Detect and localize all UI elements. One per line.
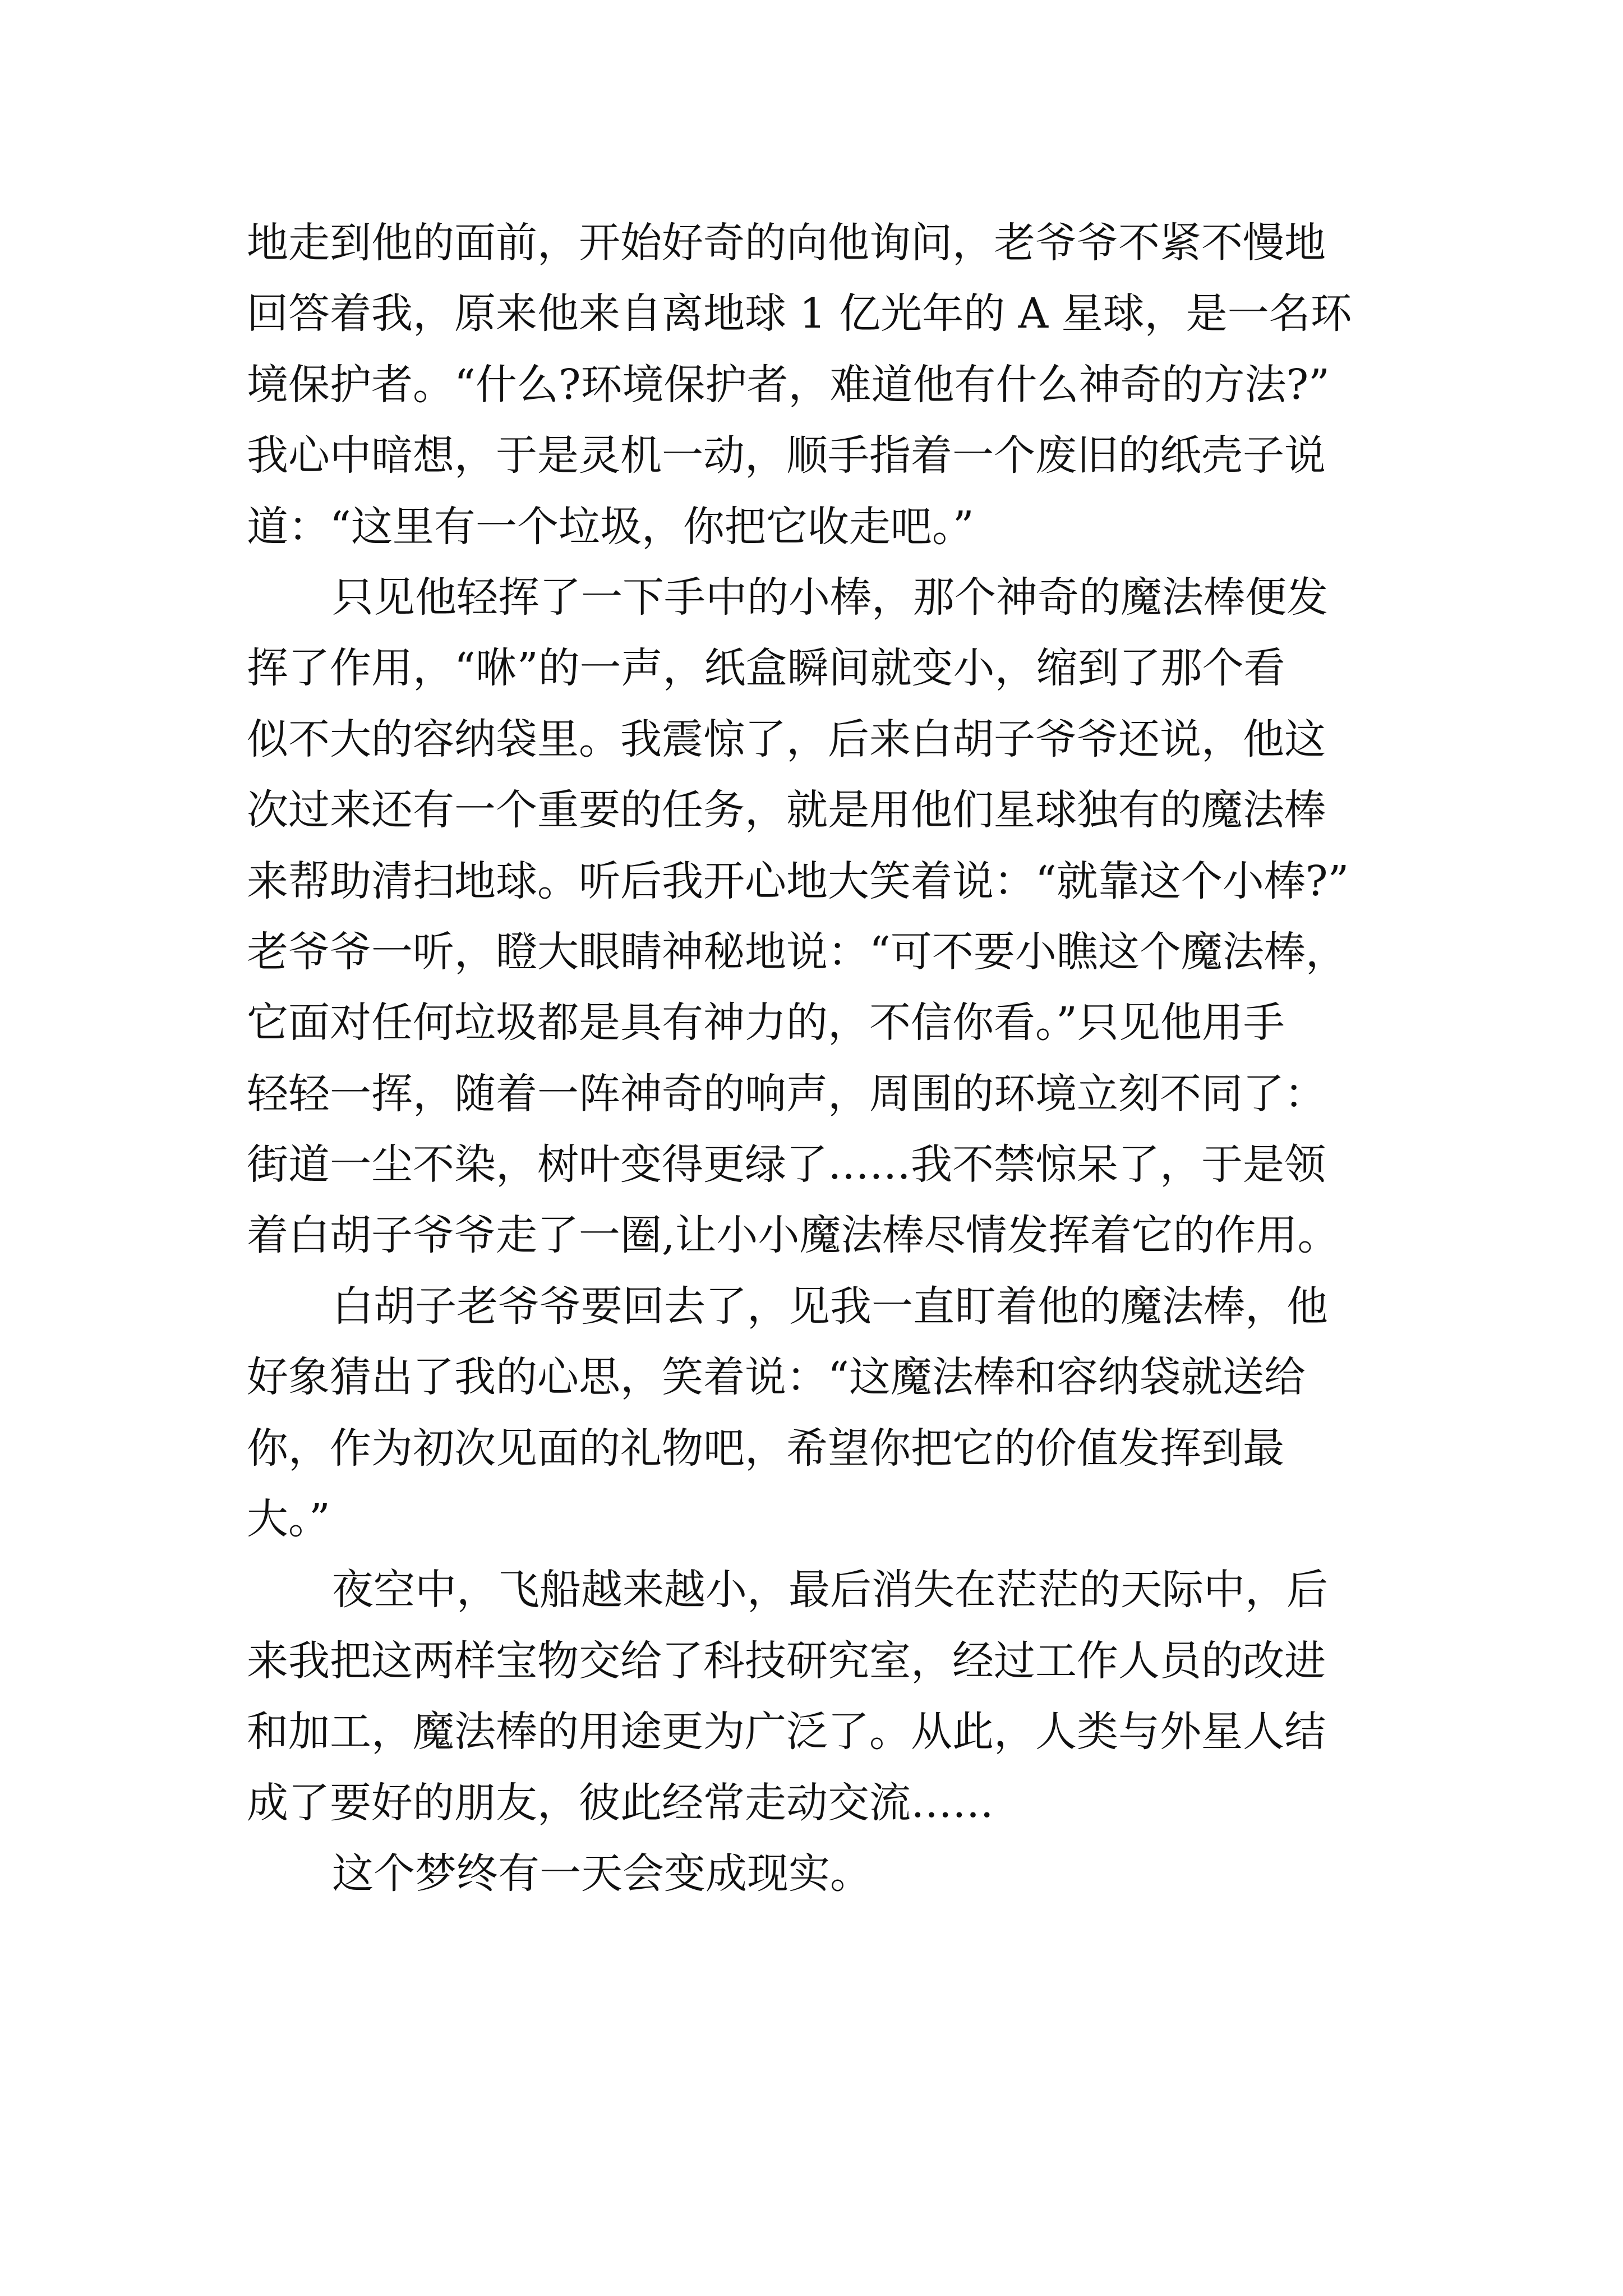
text-line: 成了要好的朋友，彼此经常走动交流…… [247,1778,994,1827]
text-line: 我心中暗想，于是灵机一动，顺手指着一个废旧的纸壳子说 [247,431,1326,480]
text-line: 白胡子老爷爷要回去了，见我一直盯着他的魔法棒，他 [332,1282,1328,1331]
text-line: 境保护者。“什么?环境保护者，难道他有什么神奇的方法?” [247,360,1330,409]
text-line: 夜空中，飞船越来越小，最后消失在茫茫的天际中，后 [332,1566,1328,1614]
text-line: 好象猜出了我的心思，笑着说：“这魔法棒和容纳袋就送给 [247,1353,1306,1402]
text-line: 回答着我，原来他来自离地球 1 亿光年的 A 星球，是一名环 [247,289,1352,338]
text-line: 这个梦终有一天会变成现实。 [332,1849,872,1898]
text-line: 你，作为初次见面的礼物吧，希望你把它的价值发挥到最 [247,1424,1284,1473]
text-line: 它面对任何垃圾都是具有神力的，不信你看。”只见他用手 [247,999,1285,1047]
text-line: 轻轻一挥，随着一阵神奇的响声，周围的环境立刻不同了： [247,1069,1326,1118]
text-line: 地走到他的面前，开始好奇的向他询问，老爷爷不紧不慢地 [247,219,1326,267]
text-line: 着白胡子爷爷走了一圈,让小小魔法棒尽情发挥着它的作用。 [247,1211,1339,1260]
text-line: 似不大的容纳袋里。我震惊了，后来白胡子爷爷还说，他这 [247,715,1326,763]
text-line: 大。” [247,1495,330,1544]
text-line: 来帮助清扫地球。听后我开心地大笑着说：“就靠这个小棒?” [247,857,1349,905]
text-line: 只见他轻挥了一下手中的小棒，那个神奇的魔法棒便发 [332,573,1328,622]
text-line: 街道一尘不染，树叶变得更绿了……我不禁惊呆了，于是领 [247,1140,1326,1189]
text-line: 道：“这里有一个垃圾，你把它收走吧。” [247,502,974,551]
paragraph [247,1554,1391,1838]
text-line: 次过来还有一个重要的任务，就是用他们星球独有的魔法棒 [247,786,1326,835]
paragraph [247,562,1391,1271]
document-body [247,208,1391,1909]
text-line: 和加工，魔法棒的用途更为广泛了。从此，人类与外星人结 [247,1708,1326,1756]
text-line: 挥了作用，“咻”的一声，纸盒瞬间就变小，缩到了那个看 [247,644,1285,693]
paragraph [247,208,1391,562]
text-line: 来我把这两样宝物交给了科技研究室，经过工作人员的改进 [247,1636,1326,1685]
paragraph [247,1271,1391,1555]
paragraph [247,1838,1391,1909]
text-line: 老爷爷一听，瞪大眼睛神秘地说：“可不要小瞧这个魔法棒， [247,927,1347,976]
